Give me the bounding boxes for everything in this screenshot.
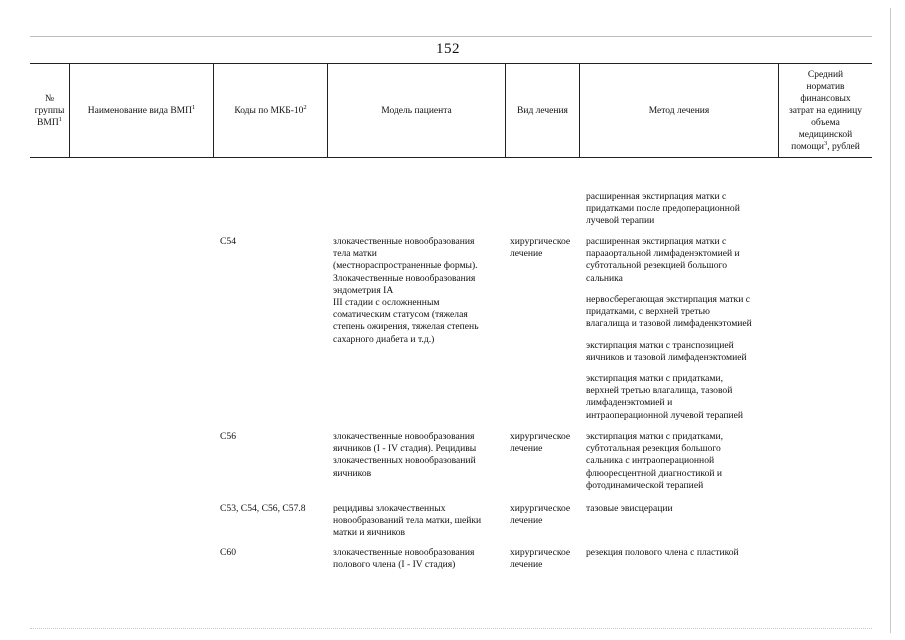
header-vmp-name-label: Наименование вида ВМП <box>87 105 192 116</box>
patient-model-text: злокачественные новообразования яичников (I - IV стадия). Рецидивы злокачественных новообразований яичников <box>333 431 477 479</box>
header-average-cost <box>779 64 872 157</box>
method-text: расширенная экстирпация матки с придатками после предоперационной лучевой терапии <box>586 191 740 227</box>
header-group-number-footnote: 1 <box>58 115 62 123</box>
header-treatment-method <box>580 64 779 157</box>
header-icd-codes <box>214 64 328 157</box>
page-number: 152 <box>436 41 460 57</box>
scan-artifact-line <box>30 628 872 629</box>
header-group-number <box>30 64 70 157</box>
header-icd-codes-footnote: 2 <box>303 103 307 111</box>
method-text: тазовые эвисцерации <box>586 503 673 514</box>
method-text: экстирпация матки с транспозицией яичников и тазовой лимфаденэктомией <box>586 340 747 364</box>
method-text: резекция полового члена с пластикой <box>586 547 739 558</box>
header-treatment-method-label: Метод лечения <box>648 105 710 116</box>
icd-code: C54 <box>220 236 236 247</box>
header-vmp-name <box>70 64 214 157</box>
icd-code: C60 <box>220 547 236 558</box>
patient-model-text: злокачественные новообразования тела матки (местнораспространенные формы). Злокачественные новообразования эндометрия IA III стадии с осложненным соматическим статусом (тяжелая степень ожирения, тяжелая степень сахарного диабета и т.д.) <box>333 236 479 345</box>
page-edge-top <box>30 36 872 37</box>
method-text: экстирпация матки с придатками, верхней третью влагалища, тазовой лимфаденэктомией и интраоперационной лучевой терапией <box>586 373 744 421</box>
patient-model-text: злокачественные новообразования полового члена (I - IV стадия) <box>333 547 475 571</box>
icd-code: C53, C54, C56, C57.8 <box>220 503 306 514</box>
header-average-cost-footnote: 3 <box>823 139 828 147</box>
patient-model-text: рецидивы злокачественных новообразований тела матки, шейки матки и яичников <box>333 503 482 539</box>
header-vmp-name-footnote: 1 <box>191 103 196 111</box>
header-patient-model-label: Модель пациента <box>381 105 452 116</box>
method-text: экстирпация матки с придатками, субтотальная резекция большого сальника с интраоперационной флюоресцентной диагностикой и фотодинамической терапией <box>586 431 723 491</box>
method-text: нервосберегающая экстирпация матки с придатками, с верхней третью влагалища и тазовой лимфаденкэтомией <box>586 294 752 330</box>
treatment-type-text: хирургическое лечение <box>510 236 571 260</box>
method-text: расширенная экстирпация матки с параaортальной лимфаденэктомией и субтотальной резекцией большого сальника <box>586 236 740 284</box>
treatment-type-text: хирургическое лечение <box>510 431 571 455</box>
treatment-type-text: хирургическое лечение <box>510 547 571 571</box>
page-edge-right <box>890 8 891 633</box>
header-patient-model <box>328 64 506 157</box>
header-treatment-type <box>506 64 580 157</box>
header-average-cost-tail: , рублей <box>827 141 860 152</box>
header-icd-codes-label: Коды по МКБ-10 <box>234 105 304 116</box>
icd-code: C56 <box>220 431 236 442</box>
table-header <box>30 63 872 158</box>
treatment-type-text: хирургическое лечение <box>510 503 571 527</box>
header-treatment-type-label: Вид лечения <box>517 105 568 116</box>
header-group-number-label: № группы ВМП <box>34 93 65 128</box>
header-average-cost-label: Средний норматив финансовых затрат на единицу объема медицинской помощи <box>789 69 862 152</box>
